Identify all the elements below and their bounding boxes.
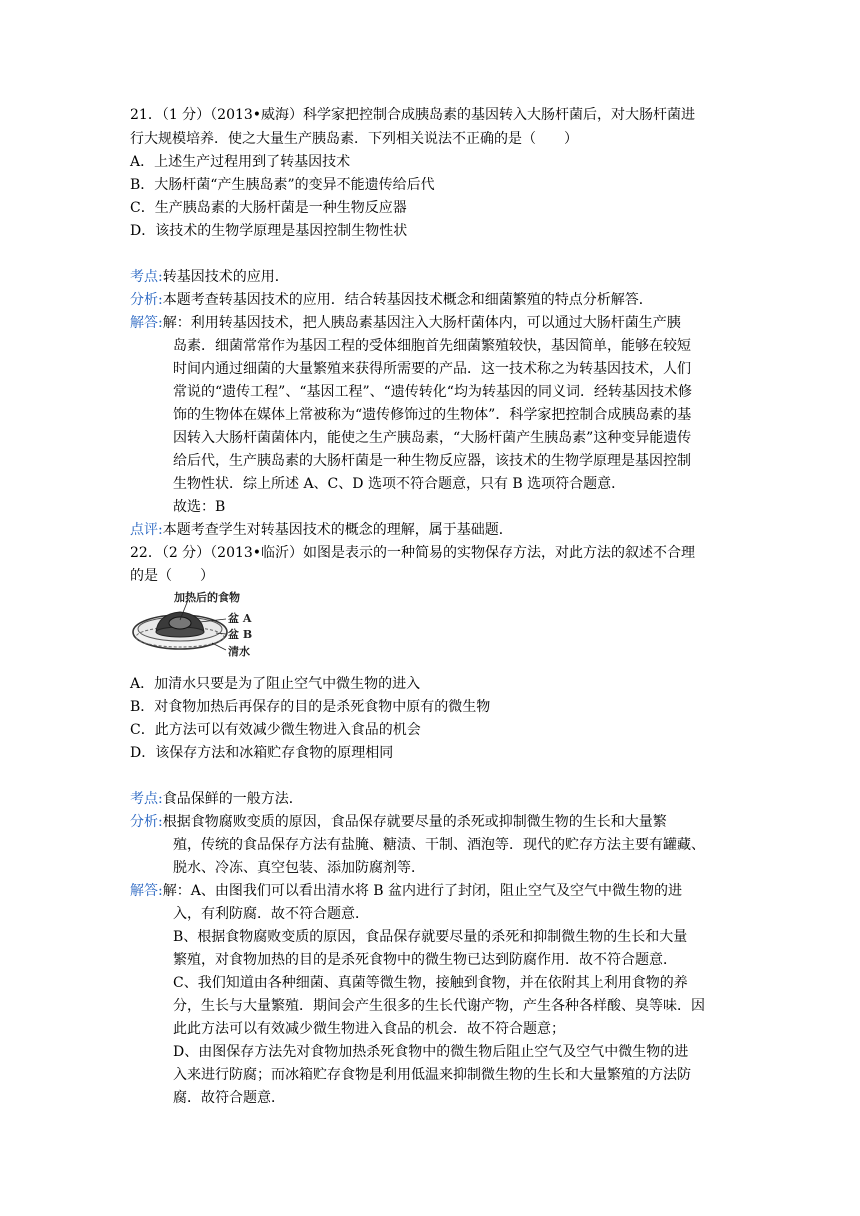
q21-jieda-line-7: 给后代，生产胰岛素的大肠杆菌是一种生物反应器，该技术的生物学原理是基因控制 — [173, 453, 691, 469]
figure-label-basin-b: 盆 B — [228, 628, 253, 641]
q22-jieda-line-2: 入，有利防腐．故不符合题意． — [173, 906, 369, 922]
q22-stem-line-2: 的是（ ） — [130, 568, 214, 584]
q21-stem-line-2: 行大规模培养．使之大量生产胰岛素．下列相关说法不正确的是（ ） — [130, 131, 578, 147]
q22-jieda-line-6: 分，生长与大量繁殖．期间会产生很多的生长代谢产物，产生各种各样酸、臭等味．因 — [173, 998, 705, 1014]
kaodian-label: 考点: — [130, 791, 163, 807]
q21-jieda-answer: 故选：B — [173, 499, 226, 515]
q22-option-c: C．此方法可以有效减少微生物进入食品的机会 — [130, 722, 421, 738]
q21-dianping-text: 本题考查学生对转基因技术的概念的理解，属于基础题． — [162, 522, 513, 538]
q22-jieda-line-3: B、根据食物腐败变质的原因，食品保存就要尽量的杀死和抑制微生物的生长和大量 — [173, 929, 688, 945]
q21-option-a: A．上述生产过程用到了转基因技术 — [130, 154, 351, 170]
figure-label-water: 清水 — [228, 645, 250, 658]
q22-jieda-line-5: C、我们知道由各种细菌、真菌等微生物，接触到食物，并在依附其上利用食物的养 — [173, 975, 688, 991]
q22-jieda-line-9: 入来进行防腐；而冰箱贮存食物是利用低温来抑制微生物的生长和大量繁殖的方法防 — [173, 1067, 691, 1083]
q22-fenxi-line-2: 殖，传统的食品保存方法有盐腌、糖渍、干制、酒泡等．现代的贮存方法主要有罐藏、 — [173, 837, 705, 853]
q21-stem-line-1: 21．（1 分）（2013•威海）科学家把控制合成胰岛素的基因转入大肠杆菌后，对大肠杆菌进 — [130, 107, 696, 123]
q22-jieda — [130, 879, 682, 903]
q21-jieda-line-3: 时间内通过细菌的大量繁殖来获得所需要的产品．这一技术称之为转基因技术，人们 — [173, 361, 691, 377]
q22-kaodian — [130, 787, 303, 811]
figure-label-food: 加热后的食物 — [174, 591, 240, 604]
q21-jieda-line-2: 岛素．细菌常常作为基因工程的受体细胞首先细菌繁殖较快，基因简单，能够在较短 — [173, 338, 691, 354]
q22-option-d: D．该保存方法和冰箱贮存食物的原理相同 — [130, 745, 394, 761]
q22-jieda-line-10: 腐．故符合题意． — [173, 1090, 285, 1106]
q22-fenxi-line-1: 根据食物腐败变质的原因，食品保存就要尽量的杀死或抑制微生物的生长和大量繁 — [162, 814, 667, 830]
figure-label-basin-a: 盆 A — [228, 612, 252, 625]
q21-kaodian — [130, 265, 289, 289]
q22-jieda-line-4: 繁殖，对食物加热的目的是杀死食物中的微生物已达到防腐作用．故不符合题意． — [173, 952, 677, 968]
q21-option-c: C．生产胰岛素的大肠杆菌是一种生物反应器 — [130, 200, 407, 216]
q22-option-a: A．加清水只要是为了阻止空气中微生物的进入 — [130, 676, 421, 692]
jieda-label: 解答: — [130, 315, 163, 331]
q22-jieda-line-8: D、由图保存方法先对食物加热杀死食物中的微生物后阻止空气及空气中微生物的进 — [173, 1044, 689, 1060]
q22-fenxi-line-3: 脱水、冷冻、真空包装、添加防腐剂等． — [173, 860, 425, 876]
q21-jieda-line-1: 解：利用转基因技术，把人胰岛素基因注入大肠杆菌体内，可以通过大肠杆菌生产胰 — [162, 315, 681, 331]
q21-jieda — [130, 311, 681, 335]
q22-option-b: B．对食物加热后再保存的目的是杀死食物中原有的微生物 — [130, 699, 491, 715]
kaodian-label: 考点: — [130, 269, 163, 285]
dianping-label: 点评: — [130, 522, 163, 538]
q22-stem-line-1: 22．（2 分）（2013•临沂）如图是表示的一种简易的实物保存方法，对此方法的叙述不合理 — [130, 545, 696, 561]
q21-option-b: B．大肠杆菌“产生胰岛素”的变异不能遗传给后代 — [130, 177, 435, 193]
q22-fenxi — [130, 810, 667, 834]
fenxi-label: 分析: — [130, 292, 163, 308]
q21-fenxi-text: 本题考查转基因技术的应用．结合转基因技术概念和细菌繁殖的特点分析解答． — [162, 292, 653, 308]
q21-jieda-line-4: 常说的“遗传工程”、“基因工程”、“遗传转化“均为转基因的同义词．经转基因技术修 — [173, 384, 692, 400]
q21-dianping — [130, 518, 513, 542]
fenxi-label: 分析: — [130, 814, 163, 830]
q21-jieda-line-5: 饰的生物体在媒体上常被称为“遗传修饰过的生物体”．科学家把控制合成胰岛素的基 — [173, 407, 692, 423]
q21-jieda-line-8: 生物性状．综上所述 A、C、D 选项不符合题意，只有 B 选项符合题意． — [173, 476, 626, 492]
food-storage-figure — [130, 590, 264, 662]
q22-jieda-line-7: 此此方法可以有效减少微生物进入食品的机会．故不符合题意； — [173, 1021, 565, 1037]
q21-kaodian-text: 转基因技术的应用． — [162, 269, 289, 285]
q22-kaodian-text: 食品保鲜的一般方法． — [162, 791, 303, 807]
q22-jieda-line-1: 解：A、由图我们可以看出清水将 B 盆内进行了封闭，阻止空气及空气中微生物的进 — [162, 883, 683, 899]
q21-option-d: D．该技术的生物学原理是基因控制生物性状 — [130, 223, 408, 239]
jieda-label: 解答: — [130, 883, 163, 899]
q21-jieda-line-6: 因转入大肠杆菌菌体内，能使之生产胰岛素，“大肠杆菌产生胰岛素”这种变异能遗传 — [173, 430, 692, 446]
q21-fenxi — [130, 288, 653, 312]
